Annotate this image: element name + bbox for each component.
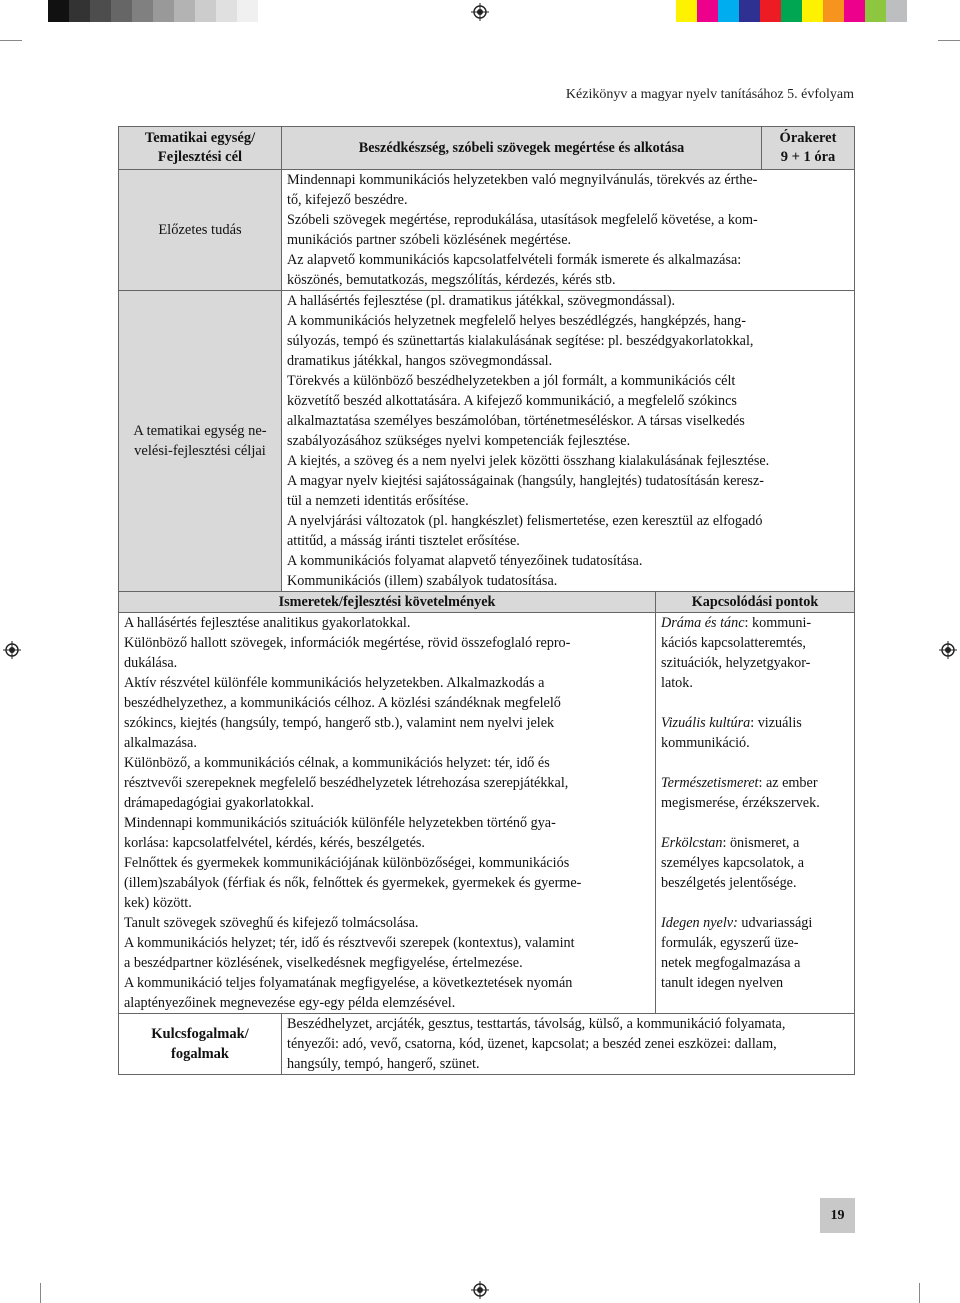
color-swatch <box>781 0 802 22</box>
grayscale-swatch <box>174 0 195 22</box>
prior-knowledge-line: Szóbeli szövegek megértése, reprodukálása, utasítások megfelelő követése, a kom- <box>287 212 758 228</box>
connection-detail: megismerése, érzékszervek. <box>661 795 820 811</box>
goals-label: A tematikai egység ne- velési-fejlesztési céljai <box>133 423 267 459</box>
requirement-line: résztvevői szerepeknek megfelelő beszédhelyzetek létrehozása szerepjátékkal, <box>124 775 569 791</box>
color-swatch <box>865 0 886 22</box>
goal-line: A magyar nyelv kiejtési sajátosságainak (hangsúly, hanglejtés) tudatosításán keresz- <box>287 473 764 489</box>
connection-detail: kációs kapcsolatteremtés, <box>661 635 806 651</box>
prior-knowledge-line: Mindennapi kommunikációs helyzetekben való megnyilvánulás, törekvés az érthe- <box>287 172 758 188</box>
connection-item <box>661 833 849 893</box>
color-swatch <box>823 0 844 22</box>
goal-line: közvetítő beszéd alkottatására. A kifejező kommunikáció, a megfelelő szókincs <box>287 393 737 409</box>
color-calibration-bar <box>676 0 907 22</box>
goal-line: tül a nemzeti identitás erősítése. <box>287 493 469 509</box>
color-swatch <box>886 0 907 22</box>
connection-detail: formulák, egyszerű üze- <box>661 935 799 951</box>
grayscale-swatch <box>153 0 174 22</box>
connections-header: Kapcsolódási pontok <box>656 592 855 613</box>
prior-knowledge-text <box>282 170 855 291</box>
unit-title: Beszédkészség, szóbeli szövegek megértése és alkotása <box>358 140 685 156</box>
requirement-line: alkalmazása. <box>124 735 197 751</box>
connection-detail: netek megfogalmazása a <box>661 955 801 971</box>
registration-mark-icon <box>471 3 489 21</box>
registration-mark-icon <box>471 1281 489 1299</box>
requirement-line: Különböző, a kommunikációs célnak, a kommunikációs helyzet: tér, idő és <box>124 755 550 771</box>
requirement-line: (illem)szabályok (férfiak és nők, felnőttek és gyermekek, gyermekek és gyerme- <box>124 875 582 891</box>
requirement-line: korlása: kapcsolatfelvétel, kérdés, kérés, beszélgetés. <box>124 835 425 851</box>
grayscale-swatch <box>237 0 258 22</box>
registration-mark-icon <box>3 641 21 659</box>
color-swatch <box>760 0 781 22</box>
connection-detail: kommunikáció. <box>661 735 750 751</box>
grayscale-swatch <box>90 0 111 22</box>
requirement-line: A kommunikáció teljes folyamatának megfigyelése, a következtetések nyomán <box>124 975 573 991</box>
connection-item <box>661 713 849 753</box>
goal-line: A kommunikációs helyzetnek megfelelő helyes beszédlégzés, hangképzés, hang- <box>287 313 746 329</box>
crop-mark <box>0 40 22 41</box>
color-swatch <box>676 0 697 22</box>
prior-knowledge-line: Az alapvető kommunikációs kapcsolatfelvételi formák ismerete és alkalmazása: <box>287 252 742 268</box>
grayscale-swatch <box>216 0 237 22</box>
connection-item <box>661 773 849 813</box>
connection-subject: Vizuális kultúra <box>661 715 751 731</box>
color-swatch <box>802 0 823 22</box>
requirement-line: Tanult szövegek szöveghű és kifejező tolmácsolása. <box>124 915 419 931</box>
connection-detail: : vizuális <box>750 715 802 731</box>
goal-line: szabályozásához szükséges nyelvi kompetenciák fejlesztése. <box>287 433 631 449</box>
time-frame <box>762 127 855 169</box>
grayscale-swatch <box>48 0 69 22</box>
crop-mark <box>919 1283 920 1303</box>
prior-knowledge-line: köszönés, bemutatkozás, megszólítás, kérdezés, kérés stb. <box>287 272 616 288</box>
crop-mark <box>938 40 960 41</box>
goal-line: A kiejtés, a szöveg és a nem nyelvi jelek közötti összhang kialakulásának fejlesztése. <box>287 453 770 469</box>
requirement-line: dukálása. <box>124 655 178 671</box>
requirements-header: Ismeretek/fejlesztési követelmények <box>119 592 656 613</box>
prior-knowledge-label: Előzetes tudás <box>119 170 282 291</box>
requirement-line: a beszédpartner közlésének, viselkedésnek megfigyelése, értelmezése. <box>124 955 523 971</box>
requirements-text <box>119 613 656 1014</box>
requirement-line: Aktív részvétel különféle kommunikációs helyzetekben. Alkalmazkodás a <box>124 675 545 691</box>
goal-line: dramatikus játékkal, hangos szövegmondással. <box>287 353 553 369</box>
connection-subject: Dráma és tánc <box>661 615 745 631</box>
requirement-line: drámapedagógiai gyakorlatokkal. <box>124 795 314 811</box>
page-number: 19 <box>820 1198 855 1233</box>
goal-line: A hallásértés fejlesztése (pl. dramatikus játékkal, szövegmondással). <box>287 293 676 309</box>
requirement-line: Különböző hallott szövegek, információk megértése, rövid összefoglaló repro- <box>124 635 571 651</box>
color-swatch <box>844 0 865 22</box>
goal-line: attitűd, a másság iránti tisztelet erősítése. <box>287 533 520 549</box>
connection-detail: tanult idegen nyelven <box>661 975 784 991</box>
unit-label-cell <box>119 127 282 170</box>
requirement-line: Felnőttek és gyermekek kommunikációjának különbözőségei, kommunikációs <box>124 855 570 871</box>
goal-line: A kommunikációs folyamat alapvető tényezőinek tudatosítása. <box>287 553 643 569</box>
color-swatch <box>739 0 760 22</box>
running-header: Kézikönyv a magyar nyelv tanításához 5. évfolyam <box>565 87 854 102</box>
color-swatch <box>718 0 739 22</box>
prior-knowledge-line: munikációs partner szóbeli közlésének megértése. <box>287 232 572 248</box>
goals-label-cell <box>119 291 282 592</box>
connection-detail: udvariassági <box>737 915 813 931</box>
requirement-line: beszédhelyzethez, a kommunikációs célhoz. A közlési szándéknak megfelelő <box>124 695 561 711</box>
connection-detail: beszélgetés jelentősége. <box>661 875 797 891</box>
color-swatch <box>697 0 718 22</box>
connection-detail: : az ember <box>758 775 818 791</box>
unit-label: Tematikai egység/ Fejlesztési cél <box>144 130 256 165</box>
grayscale-swatch <box>195 0 216 22</box>
keyword-line: Beszédhelyzet, arcjáték, gesztus, testtartás, távolság, külső, a kommunikáció folyamata, <box>287 1016 786 1032</box>
time-frame-value: 9 + 1 óra <box>780 149 836 165</box>
connection-detail: szituációk, helyzetgyakor- <box>661 655 811 671</box>
crop-mark <box>40 1283 41 1303</box>
connection-detail: személyes kapcsolatok, a <box>661 855 805 871</box>
connection-subject: Erkölcstan <box>661 835 723 851</box>
prior-knowledge-line: tő, kifejező beszédre. <box>287 192 408 208</box>
keywords-label-cell <box>119 1014 282 1075</box>
goals-text <box>282 291 855 592</box>
grayscale-swatch <box>132 0 153 22</box>
keyword-line: tényezői: adó, vevő, csatorna, kód, üzenet, kapcsolat; a beszéd zenei eszközei: dallam, <box>287 1036 777 1052</box>
requirement-line: kek) között. <box>124 895 192 911</box>
connection-item <box>661 613 849 693</box>
curriculum-table <box>118 126 855 1075</box>
grayscale-swatch <box>69 0 90 22</box>
goal-line: Törekvés a különböző beszédhelyzetekben a jól formált, a kommunikációs célt <box>287 373 736 389</box>
connection-subject: Idegen nyelv: <box>661 915 738 931</box>
grayscale-calibration-bar <box>48 0 258 22</box>
goal-line: alkalmaztatása személyes beszámolóban, történetmeséléskor. A társas viselkedés <box>287 413 745 429</box>
connection-detail: : önismeret, a <box>722 835 800 851</box>
connections-text <box>656 613 855 1014</box>
grayscale-swatch <box>111 0 132 22</box>
connection-detail: : kommuni- <box>744 615 812 631</box>
requirement-line: A hallásértés fejlesztése analitikus gyakorlatokkal. <box>124 615 411 631</box>
connection-detail: latok. <box>661 675 693 691</box>
unit-title-row <box>282 127 855 170</box>
keyword-line: hangsúly, tempó, hangerő, szünet. <box>287 1056 480 1072</box>
requirement-line: szókincs, kiejtés (hangsúly, tempó, hangerő stb.), valamint nem nyelvi jelek <box>124 715 555 731</box>
connection-subject: Természetismeret <box>661 775 759 791</box>
goal-line: A nyelvjárási változatok (pl. hangkészlet) felismertetése, ezen keresztül az elfogadó <box>287 513 763 529</box>
requirement-line: A kommunikációs helyzet; tér, idő és résztvevői szerepek (kontextus), valamint <box>124 935 575 951</box>
goal-line: Kommunikációs (illem) szabályok tudatosítása. <box>287 573 558 589</box>
requirement-line: Mindennapi kommunikációs szituációk különféle helyzetekben történő gya- <box>124 815 556 831</box>
time-frame-label: Órakeret <box>779 130 837 146</box>
keywords-label: Kulcsfogalmak/ fogalmak <box>151 1026 249 1062</box>
keywords-text <box>282 1014 855 1075</box>
connection-item <box>661 913 849 993</box>
registration-mark-icon <box>939 641 957 659</box>
requirement-line: alaptényezőinek megnevezése egy-egy példa elemzésével. <box>124 995 456 1011</box>
goal-line: súlyozás, tempó és szünettartás kialakulásának segítése: pl. beszédgyakorlatokkal, <box>287 333 754 349</box>
